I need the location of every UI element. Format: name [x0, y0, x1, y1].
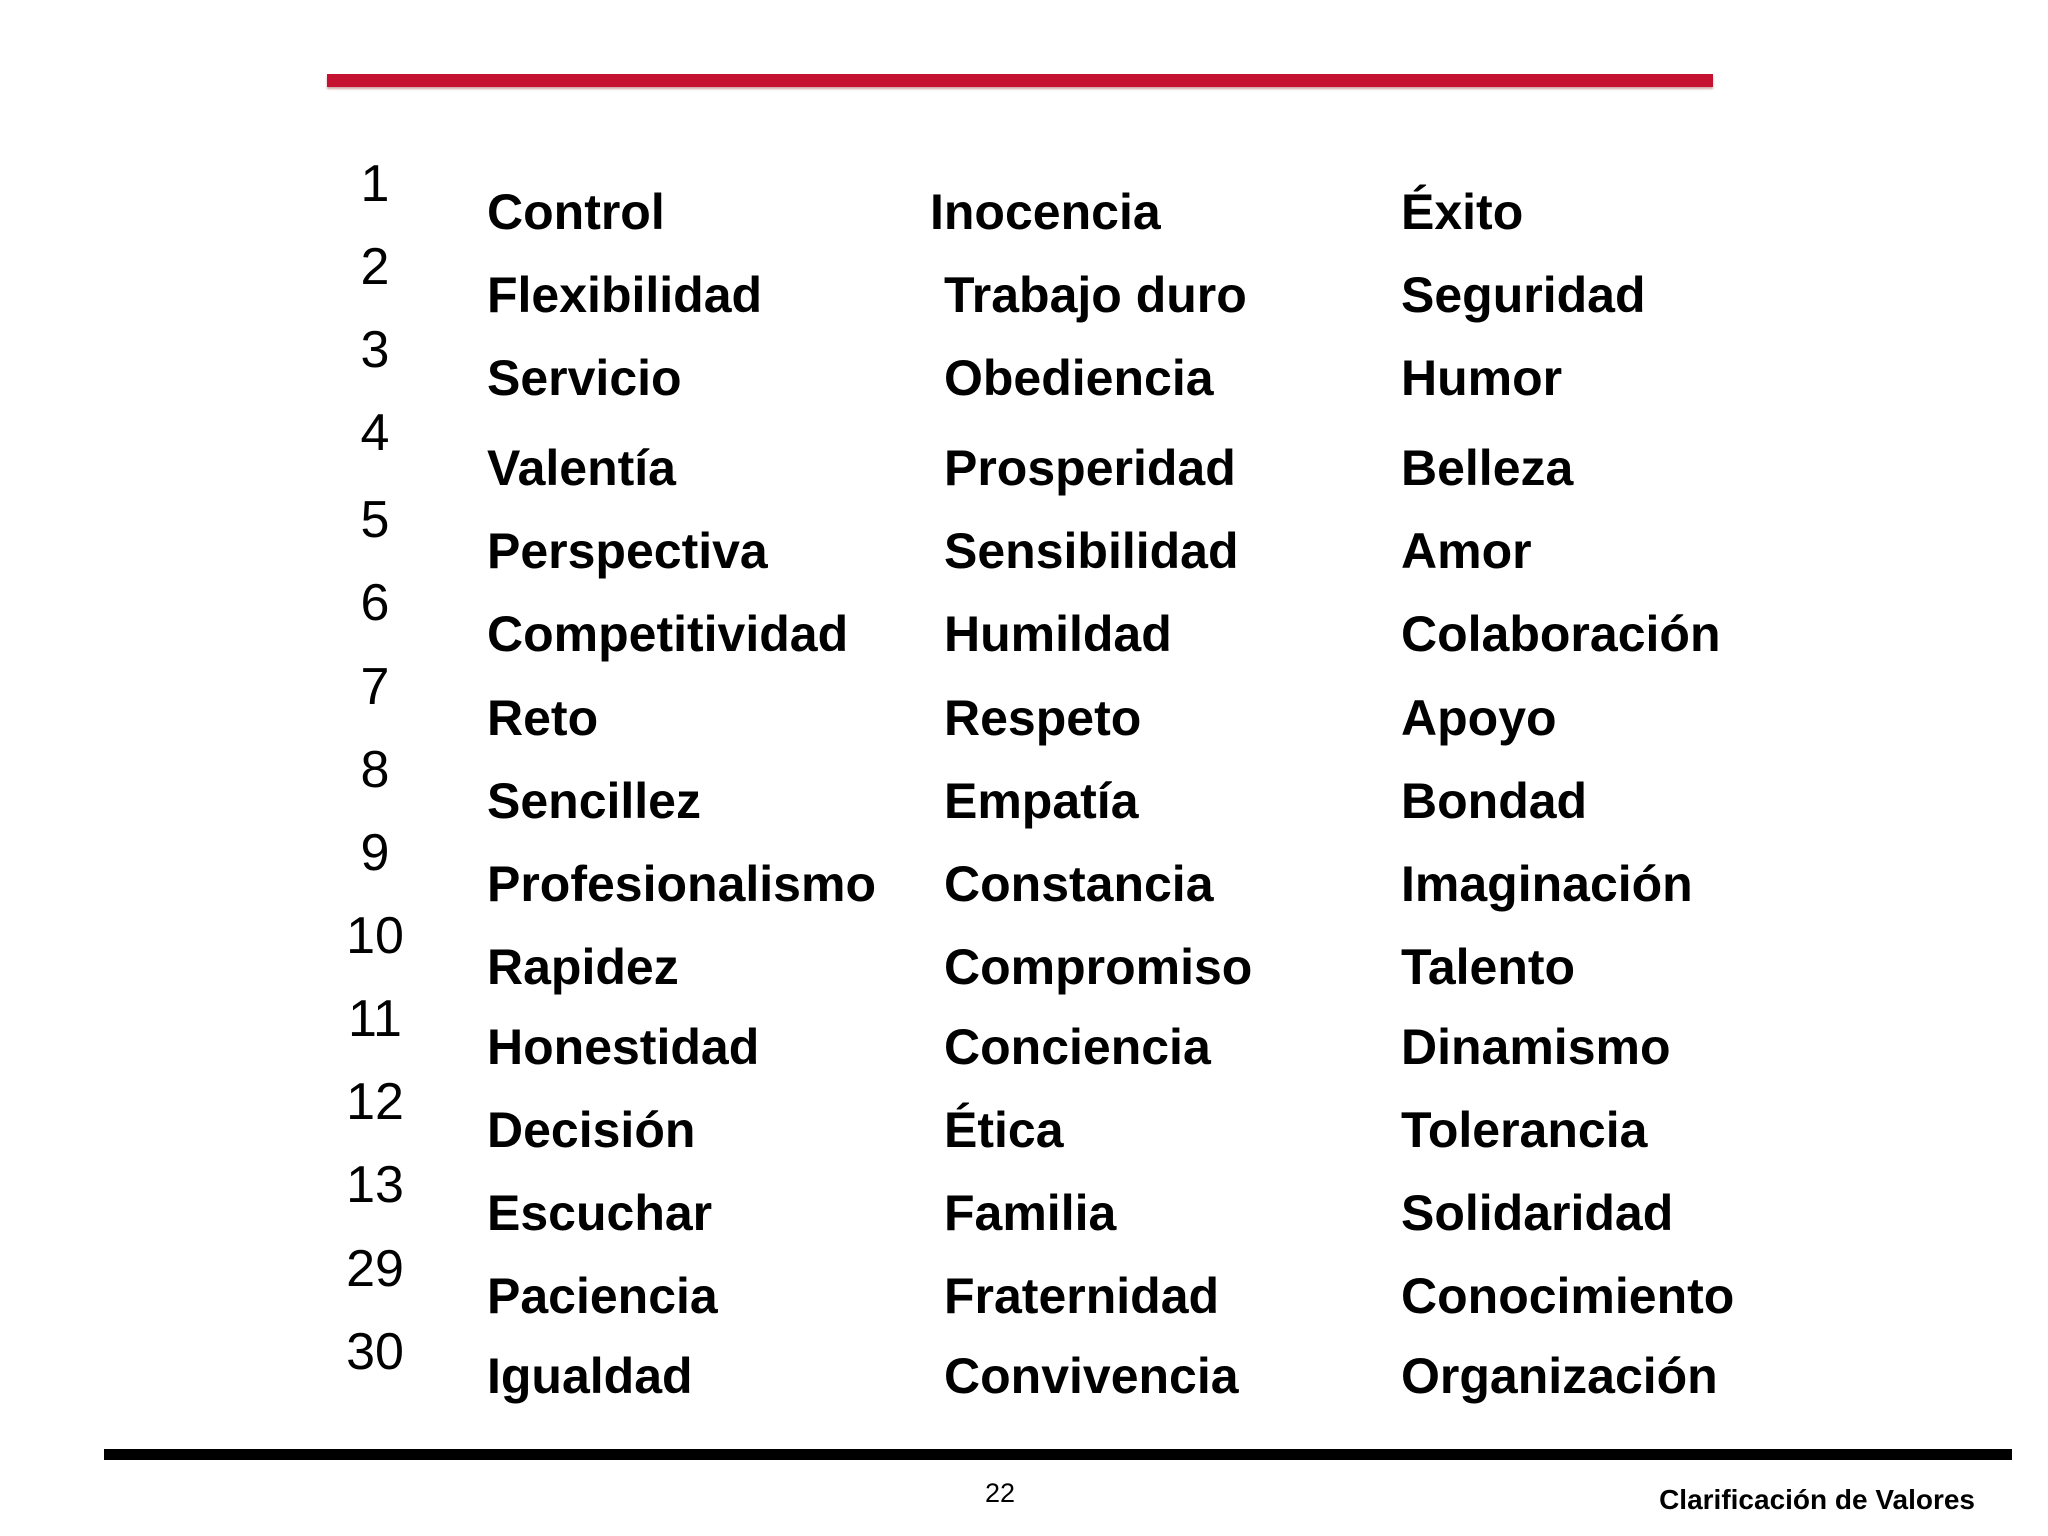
row-number: 3: [360, 321, 390, 379]
value-word: Colaboración: [1401, 606, 1721, 662]
value-word: Control: [487, 184, 665, 240]
value-word: Honestidad: [487, 1019, 760, 1075]
value-word: Profesionalismo: [487, 856, 876, 912]
value-word: Constancia: [944, 856, 1214, 912]
row-number: 30: [346, 1323, 404, 1381]
value-word: Valentía: [487, 440, 676, 496]
row-number: 9: [360, 824, 390, 882]
row-number: 29: [346, 1240, 404, 1298]
value-word: Humildad: [944, 606, 1172, 662]
value-word: Servicio: [487, 350, 682, 406]
row-number: 13: [346, 1156, 404, 1214]
row-number: 7: [360, 658, 390, 716]
page-number: 22: [984, 1478, 1016, 1508]
row-number: 1: [360, 155, 390, 213]
value-word: Tolerancia: [1401, 1102, 1648, 1158]
value-word: Prosperidad: [944, 440, 1236, 496]
value-word: Trabajo duro: [944, 267, 1247, 323]
value-word: Ética: [944, 1102, 1064, 1158]
value-word: Decisión: [487, 1102, 696, 1158]
value-word: Respeto: [944, 690, 1142, 746]
header-red-rule: [327, 74, 1713, 87]
value-word: Imaginación: [1401, 856, 1693, 912]
row-number: 6: [360, 574, 390, 632]
value-word: Organización: [1401, 1348, 1718, 1404]
footer-title: Clarificación de Valores: [1659, 1484, 1975, 1515]
row-number: 2: [360, 238, 390, 296]
value-word: Perspectiva: [487, 523, 768, 579]
value-word: Escuchar: [487, 1185, 713, 1241]
value-word: Solidaridad: [1401, 1185, 1674, 1241]
value-word: Rapidez: [487, 939, 679, 995]
footer-rule: [104, 1449, 2012, 1460]
value-word: Empatía: [944, 773, 1139, 829]
row-number: 10: [346, 907, 404, 965]
value-word: Convivencia: [944, 1348, 1239, 1404]
value-word: Flexibilidad: [487, 267, 763, 323]
value-word: Obediencia: [944, 350, 1214, 406]
value-word: Familia: [944, 1185, 1117, 1241]
value-word: Igualdad: [487, 1348, 693, 1404]
value-word: Inocencia: [930, 184, 1161, 240]
value-word: Apoyo: [1401, 690, 1557, 746]
value-word: Sensibilidad: [944, 523, 1239, 579]
value-word: Éxito: [1401, 184, 1524, 240]
value-word: Talento: [1401, 939, 1576, 995]
value-word: Dinamismo: [1401, 1019, 1671, 1075]
value-word: Fraternidad: [944, 1268, 1220, 1324]
value-word: Amor: [1401, 523, 1532, 579]
value-word: Competitividad: [487, 606, 849, 662]
value-word: Conocimiento: [1401, 1268, 1735, 1324]
row-number: 11: [348, 990, 402, 1048]
value-word: Seguridad: [1401, 267, 1646, 323]
row-number: 5: [360, 491, 390, 549]
value-word: Bondad: [1401, 773, 1588, 829]
value-word: Sencillez: [487, 773, 701, 829]
row-number: 4: [360, 404, 390, 462]
row-number: 8: [360, 741, 390, 799]
value-word: Paciencia: [487, 1268, 718, 1324]
value-word: Reto: [487, 690, 599, 746]
value-word: Humor: [1401, 350, 1563, 406]
value-word: Conciencia: [944, 1019, 1211, 1075]
row-number: 12: [346, 1073, 404, 1131]
value-word: Compromiso: [944, 939, 1253, 995]
value-word: Belleza: [1401, 440, 1574, 496]
